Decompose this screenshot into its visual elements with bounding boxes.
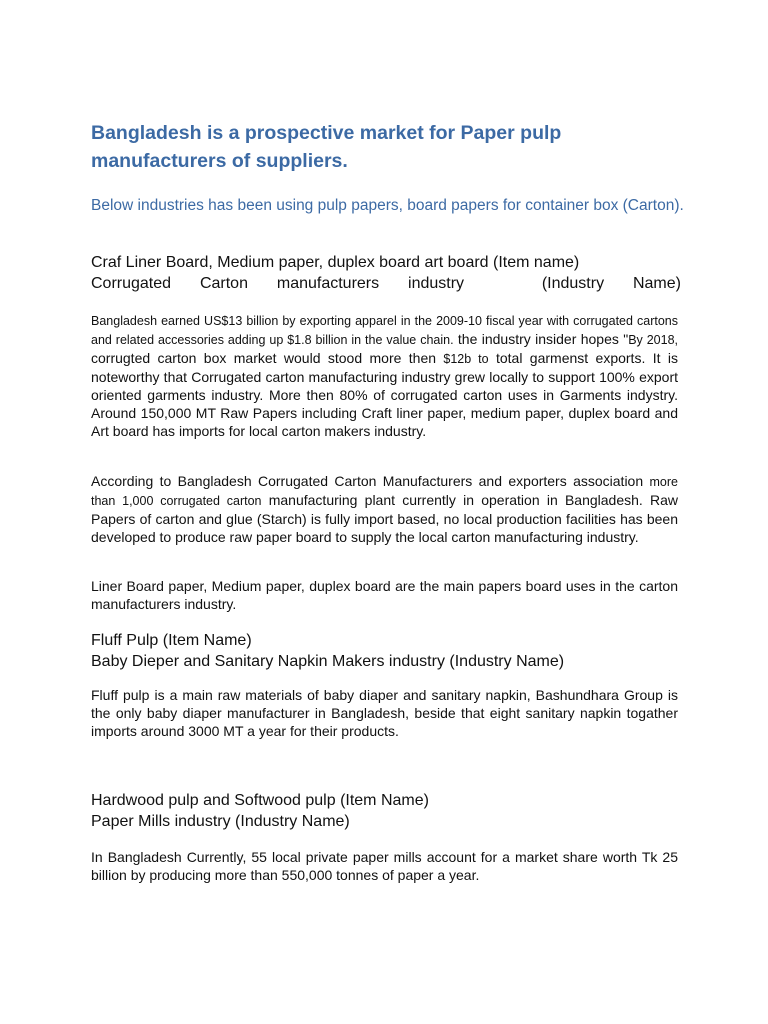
industry-word: Carton — [199, 275, 248, 292]
para-text: more than 1,000 corrugated carton — [91, 475, 678, 508]
section3-item-line: Hardwood pulp and Softwood pulp (Item Name) — [91, 792, 429, 809]
section2-item-line: Fluff Pulp (Item Name) — [91, 632, 252, 649]
section3-industry-line: Paper Mills industry (Industry Name) — [91, 813, 350, 830]
para-text: corrugted carton box market would stood more then — [91, 350, 444, 366]
para-text: According to Bangladesh Corrugated Carton Manufacturers and exporters association — [91, 473, 650, 489]
section1-paragraph-3: Liner Board paper, Medium paper, duplex board are the main papers board uses in the carton manufacturers industry. — [91, 578, 678, 612]
industry-word: industry — [408, 275, 465, 292]
para-text: $12b to — [443, 352, 489, 366]
section2-paragraph: Fluff pulp is a main raw materials of baby diaper and sanitary napkin, Bashundhara Group is the only baby diaper manufacturer in Bangladesh, beside that eight sanitary napkin togather imports around 3000 MT a year for their products. — [91, 687, 678, 739]
section1-paragraph-2 — [91, 472, 678, 546]
industry-word: Name) — [632, 275, 681, 292]
para-text: total garmenst exports. It is noteworthy that Corrugated carton manufacturing industry grew locally to support 100% export oriented garments industry. More then 80% of corrugated carton uses in Garments indystry. Around 150,000 MT Raw Papers including Craft liner paper, medium paper, duplex board and Art board has imports for local carton makers industry. — [91, 350, 678, 439]
para-text: Bangladesh earned US$13 billion by exporting apparel in the 2009-10 fiscal year with corrugated cartons and related accessories adding up $1.8 billion in the value chain. — [91, 314, 678, 347]
page-title: Bangladesh is a prospective market for Paper pulp manufacturers of suppliers. — [91, 122, 562, 172]
section2-industry-line: Baby Dieper and Sanitary Napkin Makers industry (Industry Name) — [91, 653, 565, 670]
section1-item-line: Craf Liner Board, Medium paper, duplex board art board (Item name) — [91, 254, 580, 271]
para-text: the industry insider hopes " — [453, 331, 629, 347]
section1-industry-line — [91, 274, 681, 294]
para-text: manufacturing plant currently in operation in Bangladesh. Raw Papers of carton and glue (Starch) is fully import based, no local production facilities has been developed to produce raw paper board to supply the local carton manufacturing industry. — [91, 492, 679, 545]
industry-word: (Industry — [541, 275, 605, 292]
section3-paragraph: In Bangladesh Currently, 55 local private paper mills account for a market share worth Tk 25 billion by producing more than 550,000 tonnes of paper a year. — [91, 849, 678, 883]
page-subtitle: Below industries has been using pulp papers, board papers for container box (Carton). — [91, 197, 684, 214]
industry-word: Corrugated — [91, 275, 172, 292]
industry-word: manufacturers — [276, 275, 380, 292]
para-text: By 2018, — [628, 333, 678, 347]
section1-paragraph-1 — [91, 311, 678, 440]
